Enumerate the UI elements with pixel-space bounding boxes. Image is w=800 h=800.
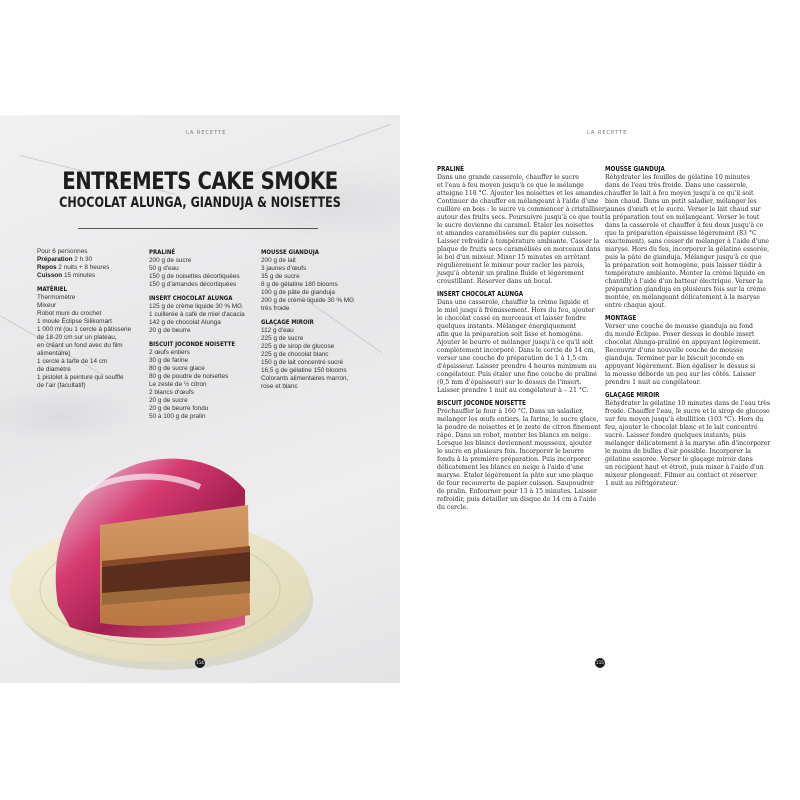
text-line: rose et blanc [261,383,298,390]
text-line: 30 g de farine [149,357,189,364]
text-line: de four recouverte de papier cuisson. Saupoudrer [437,480,594,487]
text-line: 80 g de sucre glace [149,365,205,372]
text-line: chocolat Alunga-praliné en appuyant légèrement. [605,339,761,346]
text-line: râpé. Dans un robot, monter les blancs en neige. [437,432,591,439]
text-line: délicatement les blancs en neige à l'aide d'une [437,464,584,471]
text-line: feu, ajouter le chocolat blanc et le lait concentré [605,424,758,431]
materiel-heading: MATÉRIEL [37,285,67,293]
text-line: Dans une grande casserole, chauffer le sucre [437,174,579,181]
text-line: 200 g de lait [261,257,296,264]
montage-method [605,323,761,387]
text-line: 150 g d'amandes décortiquées [149,281,237,288]
text-line: quelques instants. Mélanger énergiquement [437,323,577,330]
text-line: la poudre de noisettes et le zeste de citron finement [437,424,601,431]
glacage-heading: GLAÇAGE MIROIR [261,318,314,326]
insert-heading: INSERT CHOCOLAT ALUNGA [149,294,233,302]
rest-time: Repos 2 nuits + 8 heures [37,264,110,271]
praline-method [437,174,606,286]
biscuit-method [437,408,601,512]
ingredients-column-3 [261,248,354,391]
text-line: 35 g de sucre [261,273,300,280]
right-page [400,115,800,683]
text-line: Lorsque les blancs deviennent mousseux, ajouter [437,440,592,447]
text-line: Préchauffer le four à 160 °C. Dans un saladier, [437,408,584,415]
text-line: Colorants alimentaires marron, [261,375,349,382]
text-line: Thermomètre [37,294,76,301]
text-line: puis la pâte de gianduja. Mélanger jusqu'à ce que [605,254,762,261]
text-line: de diamètre [37,366,71,373]
text-line: 1 pistolet à peinture qui souffle [37,374,124,381]
text-line: régulièrement le mixeur pour racler les parois, [437,262,585,269]
biscuit-ingredients [149,349,250,421]
text-line: 1 000 ml (ou 1 cercle à pâtisserie [37,326,132,333]
text-line: du cercle. [437,504,469,511]
text-line: 8 g de gélatine 180 blooms [261,281,338,288]
text-line: plaque de fruits secs caramélisés en morceaux dans [437,246,601,253]
montage-method-heading: MONTAGE [605,314,637,322]
text-line: froide. Chauffer l'eau, le sucre et le sirop de glucose [605,408,770,415]
text-line: d'épaisseur. Laisser prendre 4 heures minimum au [437,363,597,370]
text-line: 16,5 g de gélatine 150 blooms [261,367,347,374]
text-line: le sucre en plusieurs fois. Incorporer le beurre [437,448,584,455]
text-line: Recouvrir d'une nouvelle couche de mousse [605,347,743,354]
text-line: exactement), sans cesser de mélanger à l'aide d'une [605,238,770,245]
text-line: autour des fruits secs. Poursuivre jusqu'à ce que tout [437,214,605,221]
text-line: 1 nuit au réfrigérateur. [605,480,678,487]
text-line: sur feu moyen jusqu'à ébullition (103 °C). Hors du [605,416,764,423]
text-line: Continuer de chauffer en mélangeant à l'aide d'une [437,198,599,205]
text-line: 1 cercle à tarte de 14 cm [37,358,108,365]
text-line: refroidir, puis détailler un disque de 14 cm à l'aide [437,496,597,503]
text-line: montée, en mélangeant délicatement à la maryse [605,294,760,301]
text-line: mélanger les œufs entiers, la farine, le sucre glace, [437,416,599,423]
text-line: Réhydrater la gélatine 10 minutes dans de l'eau très [605,400,771,407]
text-line: 1 moule Éclipse Silikomart [37,318,112,325]
praline-method-heading: PRALINÉ [437,165,464,173]
glacage-method [605,400,771,488]
book-spread [0,115,800,683]
text-line: le bol d'un mixeur. Mixer 15 minutes en arrêtant [437,254,590,261]
text-line: dans de l'eau très froide. Dans une casserole, [605,182,748,189]
text-line: 100 g de pâte de gianduja [261,289,335,296]
text-line: mélanger délicatement à la maryse afin d'incorporer [605,440,771,447]
text-line: mixeur plongeant. Filmer au contact et réserver [605,472,757,479]
biscuit-heading: BISCUIT JOCONDE NOISETTE [149,340,236,348]
text-line: la préparation tout en mélangeant. Verser le tout [605,214,760,221]
text-line: 50 à 100 g de pralin [149,413,206,420]
text-line: 20 g de beurre [149,327,191,334]
page-number: 114 [195,658,205,668]
glacage-ingredients [261,327,354,391]
text-line: Mixeur [37,302,57,309]
title-divider [78,228,318,229]
text-line: 2 œufs entiers [149,349,190,356]
text-line: Le zeste de ½ citron [149,381,207,388]
insert-method-heading: INSERT CHOCOLAT ALUNGA [437,290,524,298]
page-number: 115 [595,658,605,668]
text-line: alimentaire) [37,350,71,357]
text-line: jusqu'à obtenir un praliné fluide et légèrement [437,270,584,277]
text-line: Réhydrater les feuilles de gélatine 10 minutes [605,174,750,181]
method-column-a [437,165,606,512]
recipe-info-column [37,248,131,390]
text-line: chauffer le lait à feu moyen jusqu'à ce qu'il soit [605,190,754,197]
text-line: en créant un fond avec du film [37,342,123,349]
text-line: de 18-20 cm sur un plateau, [37,334,117,341]
text-line: dans la casserole et chauffer à feu doux jusqu'à ce [605,222,764,229]
text-line: très froide [261,305,290,312]
text-line: le chocolat cassé en morceaux et laisser fondre [437,315,586,322]
text-line: 50 g d'eau [149,265,179,272]
text-line: 3 jaunes d'œufs [261,265,307,272]
text-line: 1 cuillerée à café de miel d'acacia [149,311,245,318]
recipe-subtitle: CHOCOLAT ALUNGA, GIANDUJA & NOISETTES [59,195,341,211]
text-line: un récipient haut et étroit, puis mixer à l'aide d'un [605,464,764,471]
mousse-heading: MOUSSE GIANDUJA [261,248,319,256]
left-page [0,115,400,683]
text-line: prendre 1 nuit au congélateur. [605,379,701,386]
mousse-method [605,174,770,310]
text-line: fondu à la première préparation. Puis incorporer [437,456,591,463]
text-line: atteigne 118 °C. Ajouter les noisettes et les amandes. [437,190,606,197]
text-line: gélatine essorée. Verser le glaçage miroir dans [605,456,753,463]
text-line: appuyant légèrement. Bien égaliser le dessus si [605,363,756,370]
text-line: le sucre devienne du caramel. Étaler les noisettes [437,222,594,229]
text-line: que la préparation épaississe légèrement (83 °C [605,230,757,237]
text-line: complètement incorporé. Dans le cercle de 14 cm, [437,347,596,354]
text-line: 200 g de sucre [149,257,192,264]
text-line: la préparation soit homogène, puis laisser tiédir à [605,262,762,269]
mousse-method-heading: MOUSSE GIANDUJA [605,165,665,173]
ingredients-column-2 [149,248,250,421]
praline-heading: PRALINÉ [149,248,176,256]
prep-time: Préparation 2 h 30 [37,256,93,263]
yield: Pour 6 personnes [37,248,88,255]
text-line: cuillère en bois : le sucre va commencer à cristalliser [437,206,605,213]
text-line: gianduja. Terminer par le biscuit joconde en [605,355,745,362]
text-line: le moins de bulles d'air possible. Incorporer la [605,448,751,455]
text-line: la mousse déborde un peu sur les côtés. Laisser [605,371,756,378]
biscuit-method-heading: BISCUIT JOCONDE NOISETTE [437,399,526,407]
text-line: Robot muni du crochet [37,310,102,317]
text-line: 142 g de chocolat Alunga [149,319,221,326]
text-line: 2 blancs d'œufs [149,389,194,396]
text-line: 125 g de crème liquide 30 % MG [149,303,243,310]
text-line: chantilly à l'aide d'un batteur électrique. Verser la [605,278,764,285]
text-line: 20 g de beurre fondu [149,405,209,412]
praline-ingredients [149,257,250,289]
text-line: Ajouter le beurre et mélanger jusqu'à ce qu'il soit [437,339,594,346]
text-line: verser une couche de préparation de 1 à 1,5 cm [437,355,588,362]
text-line: 225 g de sucre [261,335,304,342]
text-line: 200 g de crème liquide 30 % MG [261,297,355,304]
text-line: Dans une casserole, chauffer la crème liquide et [437,299,589,306]
text-line: maryse. Étaler légèrement la pâte sur une plaque [437,472,594,479]
insert-ingredients [149,303,250,335]
text-line: jaunes d'œufs et le sucre. Verser le lait chaud sur [605,206,761,213]
text-line: et amandes caramélisées sur du papier cuisson. [437,230,588,237]
glacage-method-heading: GLAÇAGE MIROIR [605,391,660,399]
running-head: LA RECETTE [186,130,227,136]
text-line: bien chaud. Dans un petit saladier, mélanger les [605,198,757,205]
text-line: le miel jusqu'à frémissement. Hors du feu, ajouter [437,307,595,314]
text-line: 112 g d'eau [261,327,294,334]
text-line: congélateur. Puis étaler une fine couche de praliné [437,371,597,378]
text-line: 20 g de sucre [149,397,188,404]
text-line: sucré. Laisser fondre quelques instants, puis [605,432,746,439]
text-line: Verser une couche de mousse gianduja au fond [605,323,754,330]
text-line: et l'eau à feu moyen jusqu'à ce que le mélange [437,182,584,189]
cook-time: Cuisson 15 minutes [37,272,96,279]
running-head: LA RECETTE [587,130,628,136]
recipe-title: ENTREMETS CAKE SMOKE [62,167,338,195]
mousse-ingredients [261,257,354,313]
insert-method [437,299,597,395]
text-line: afin que la préparation soit lisse et homogène. [437,331,583,338]
text-line: température ambiante. Monter la crème liquide en [605,270,766,277]
method-column-b [605,165,771,488]
text-line: Laisser prendre 1 nuit au congélateur à – 21 °C. [437,387,589,394]
text-line: 80 g de poudre de noisettes [149,373,229,380]
text-line: (0,5 mm d'épaisseur) sur le dessus de l'insert. [437,379,582,386]
text-line: préparation gianduja en plusieurs fois sur la crème [605,286,767,293]
text-line: Laisser refroidir à température ambiante. Casser la [437,238,600,245]
text-line: 150 g de lait concentré sucré [261,359,344,366]
text-line: 150 g de noisettes décortiquées [149,273,240,280]
text-line: de l'air (facultatif) [37,382,86,389]
text-line: entre chaque ajout. [605,302,667,309]
text-line: du moule Éclipse. Poser dessus le double insert [605,331,755,338]
text-line: de pralin. Enfourner pour 13 à 15 minutes. Laisser [437,488,597,495]
text-line: croustillant. Réserver dans un bocal. [437,278,553,285]
cake-photo [0,415,400,683]
text-line: 225 g de sirop de glucose [261,343,335,350]
text-line: 225 g de chocolat blanc [261,351,329,358]
materiel-list [37,294,131,390]
text-line: maryse. Hors du feu, incorporer la gélatine essorée, [605,246,770,253]
